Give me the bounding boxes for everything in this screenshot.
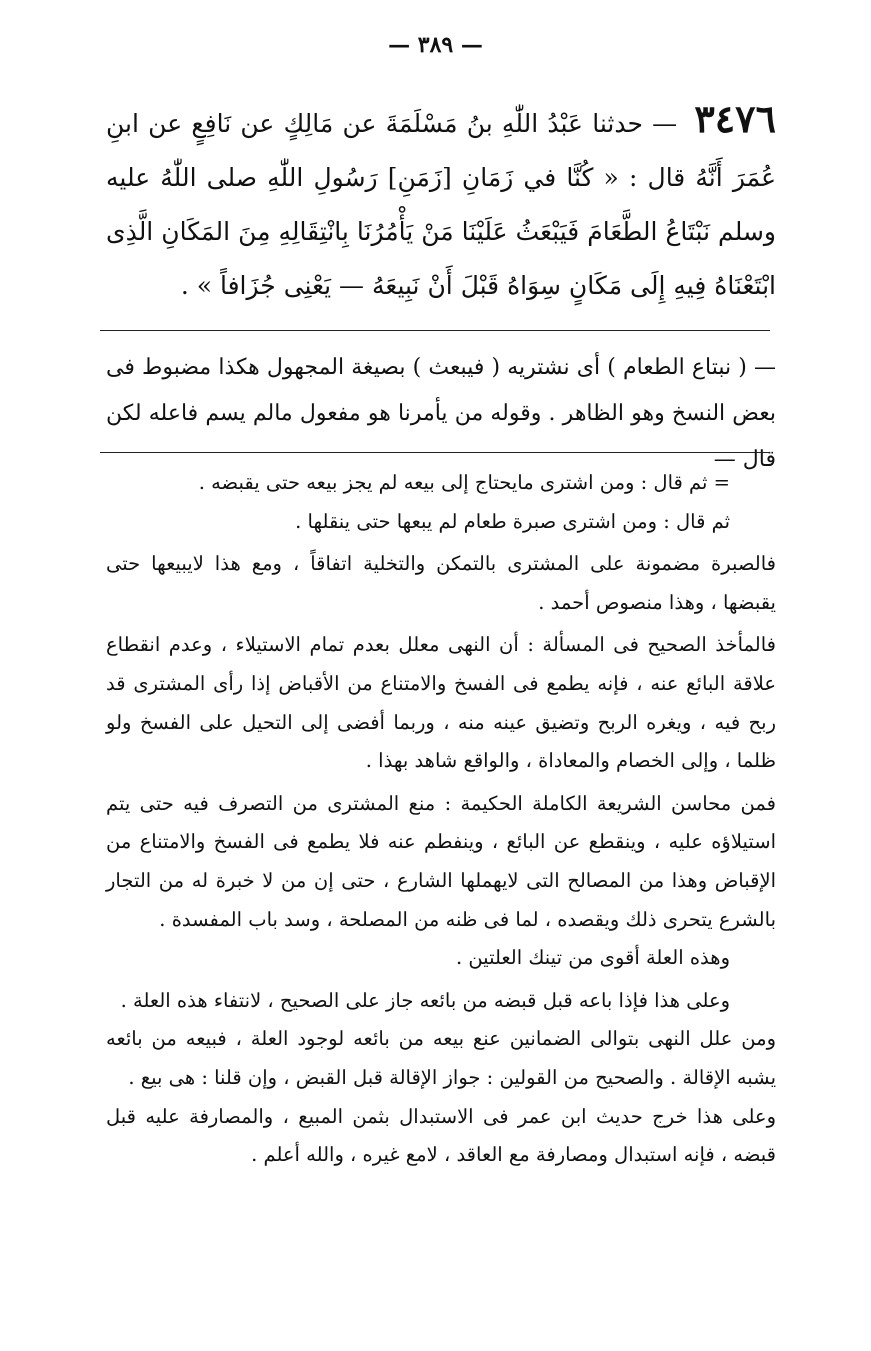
body-paragraph-2: ثم قال : ومن اشترى صبرة طعام لم يبعها حتى ينقلها .: [295, 509, 730, 533]
body-paragraph-6: وهذه العلة أقوى من تينك العلتين .: [455, 946, 730, 970]
body-paragraph-3: فالصبرة مضمونة على المشترى بالتمكن والتخلية اتفاقاً ، ومع هذا لايبيعها حتى يقبضها ، وهذا منصوص أحمد .: [106, 552, 776, 614]
hadith-text-block: [106, 92, 776, 313]
commentary-block: — ( نبتاع الطعام ) أى نشتريه ( فيبعث ) بصيغة المجهول هكذا مضبوط فى بعض النسخ وهو الظاهر . وقوله من يأمرنا هو مفعول مالم يسم فاعله لكن قال —: [106, 355, 776, 472]
page-number: — ٣٨٩ —: [388, 32, 483, 58]
main-body-text: [106, 464, 776, 1175]
hadith-text: — حدثنا عَبْدُ اللّٰهِ بنُ مَسْلَمَةَ عن مَالِكٍ عن نَافِعٍ عن ابنِ عُمَرَ أَنَّهُ قال : « كُنَّا في زَمَانِ [زَمَنِ] رَسُولِ اللّٰهِ صلى اللّٰهُ عليه وسلم نَبْتَاعُ الطَّعَامَ فَيَبْعَثُ عَلَيْنَا مَنْ يَأْمُرُنَا بِانْتِقَالِهِ مِنَ المَكَانِ الَّذِى ابْتَعْنَاهُ فِيهِ إِلَى مَكَانٍ سِوَاهُ قَبْلَ أَنْ نَبِيعَهُ — يَعْنِى جُزَافاً » .: [106, 109, 776, 300]
body-paragraph-9: وعلى هذا خرج حديث ابن عمر فى الاستبدال بثمن المبيع ، والمصارفة عليه قبل قبضه ، فإنه استبدال ومصارفة مع العاقد ، لامع غيره ، والله أعلم .: [106, 1104, 776, 1167]
body-paragraph-5: فمن محاسن الشريعة الكاملة الحكيمة : منع المشترى من التصرف فيه حتى يتم استيلاؤه عليه ، وينقطع عن البائع ، وينفطم عنه فلا يطمع فى الفسخ والامتناع من الإقباض وهذا من المصالح التى لايهملها الشارع ، حتى إن من لا خبرة له من التجار بالشرع يتحرى ذلك ويقصده ، لما فى ظنه من المصلحة ، وسد باب المفسدة .: [106, 791, 776, 931]
divider-line-bottom: [100, 452, 770, 453]
body-paragraph-8: ومن علل النهى بتوالى الضمانين عنع بيعه من بائعه لوجود العلة ، فبيعه من بائعه يشبه الإقالة . والصحيح من القولين : جواز الإقالة قبل القبض ، وإن قلنا : هى بيع .: [106, 1027, 776, 1089]
body-paragraph-1: = ثم قال : ومن اشترى مايحتاج إلى بيعه لم يجز بيعه حتى يقبضه .: [198, 471, 730, 494]
body-paragraph-4: فالمأخذ الصحيح فى المسألة : أن النهى معلل بعدم تمام الاستيلاء ، وعدم انقطاع علاقة البائع عنه ، فإنه يطمع فى الفسخ والامتناع من الأقباض إذا رأى المشترى قد ربح فيه ، ويغره الربح وتضيق عينه منه ، وربما أفضى إلى التحيل على الفسخ ولو ظلما ، وإلى الخصام والمعاداة ، والواقع شاهد بهذا .: [106, 633, 776, 773]
divider-line-top: [100, 330, 770, 331]
body-paragraph-7: وعلى هذا فإذا باعه قبل قبضه من بائعه جاز على الصحيح ، لانتفاء هذه العلة .: [120, 988, 730, 1012]
hadith-number: ٣٤٧٦: [694, 96, 776, 141]
